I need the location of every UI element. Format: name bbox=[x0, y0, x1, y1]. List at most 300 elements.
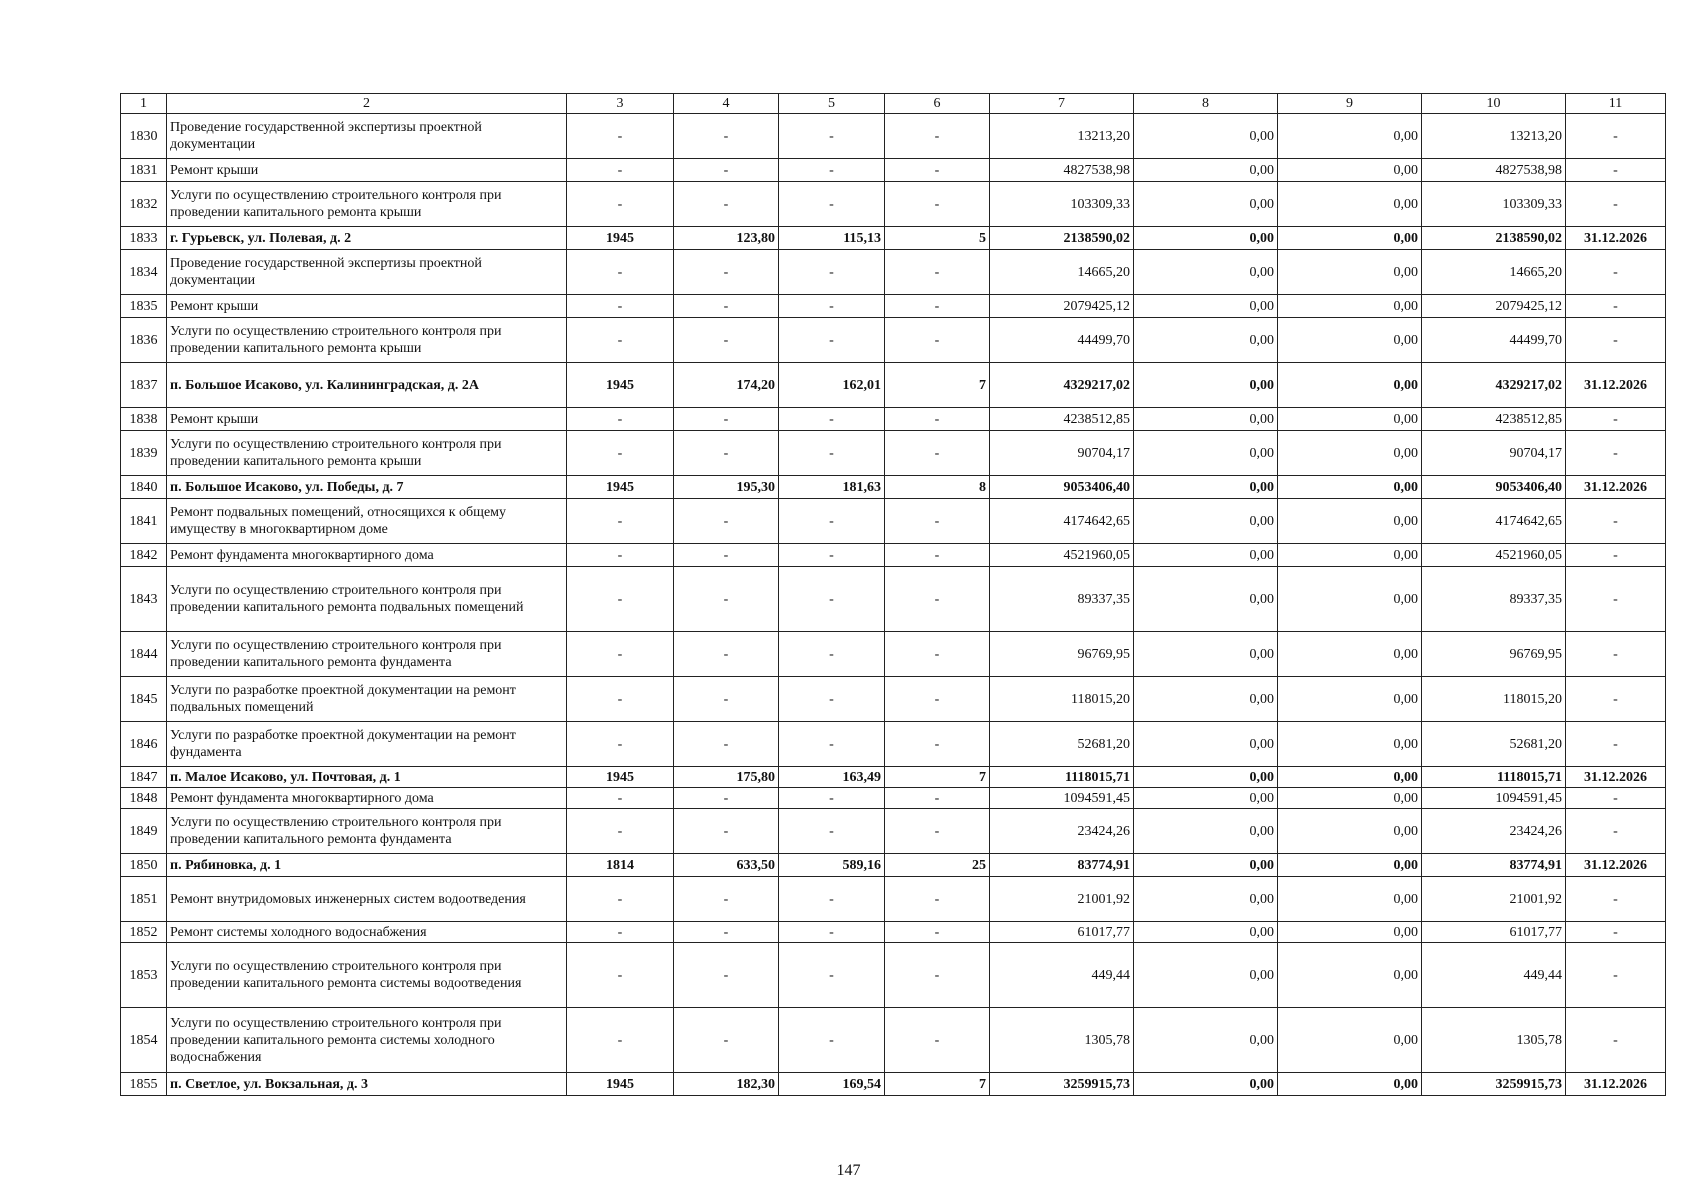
col10-cell: 89337,35 bbox=[1422, 567, 1566, 632]
year-cell: - bbox=[567, 632, 674, 677]
col7-cell: 13213,20 bbox=[990, 114, 1134, 159]
year-cell: - bbox=[567, 114, 674, 159]
work-row bbox=[121, 632, 1666, 677]
work-row bbox=[121, 114, 1666, 159]
col4-cell: - bbox=[674, 159, 779, 182]
deadline-cell: - bbox=[1566, 943, 1666, 1008]
item-name-cell: Услуги по разработке проектной документации на ремонт подвальных помещений bbox=[167, 677, 567, 722]
col8-cell: 0,00 bbox=[1134, 408, 1278, 431]
col10-cell: 449,44 bbox=[1422, 943, 1566, 1008]
deadline-cell: 31.12.2026 bbox=[1566, 363, 1666, 408]
col6-cell: - bbox=[885, 318, 990, 363]
col8-cell: 0,00 bbox=[1134, 227, 1278, 250]
item-name-cell: Услуги по осуществлению строительного контроля при проведении капитального ремонта крыши bbox=[167, 431, 567, 476]
col7-cell: 4827538,98 bbox=[990, 159, 1134, 182]
year-cell: - bbox=[567, 877, 674, 922]
item-name-cell: Услуги по осуществлению строительного контроля при проведении капитального ремонта системы холодного водоснабжения bbox=[167, 1008, 567, 1073]
col7-cell: 83774,91 bbox=[990, 854, 1134, 877]
work-row bbox=[121, 788, 1666, 809]
item-name-cell: п. Светлое, ул. Вокзальная, д. 3 bbox=[167, 1073, 567, 1096]
item-name-cell: Услуги по осуществлению строительного контроля при проведении капитального ремонта фундамента bbox=[167, 632, 567, 677]
col9-cell: 0,00 bbox=[1278, 922, 1422, 943]
col5-cell: - bbox=[779, 722, 885, 767]
row-number-cell: 1836 bbox=[121, 318, 167, 363]
col9-cell: 0,00 bbox=[1278, 788, 1422, 809]
col5-cell: - bbox=[779, 677, 885, 722]
col5-cell: - bbox=[779, 809, 885, 854]
year-cell: - bbox=[567, 809, 674, 854]
address-row bbox=[121, 476, 1666, 499]
col7-cell: 4174642,65 bbox=[990, 499, 1134, 544]
col8-cell: 0,00 bbox=[1134, 318, 1278, 363]
col6-cell: - bbox=[885, 159, 990, 182]
col8-cell: 0,00 bbox=[1134, 114, 1278, 159]
col8-cell: 0,00 bbox=[1134, 159, 1278, 182]
deadline-cell: - bbox=[1566, 722, 1666, 767]
address-row bbox=[121, 1073, 1666, 1096]
col10-cell: 23424,26 bbox=[1422, 809, 1566, 854]
col10-cell: 9053406,40 bbox=[1422, 476, 1566, 499]
header-cell-6: 6 bbox=[885, 94, 990, 114]
col5-cell: - bbox=[779, 632, 885, 677]
col4-cell: - bbox=[674, 877, 779, 922]
col8-cell: 0,00 bbox=[1134, 250, 1278, 295]
col9-cell: 0,00 bbox=[1278, 431, 1422, 476]
col4-cell: - bbox=[674, 1008, 779, 1073]
col5-cell: - bbox=[779, 182, 885, 227]
col8-cell: 0,00 bbox=[1134, 431, 1278, 476]
row-number-cell: 1835 bbox=[121, 295, 167, 318]
work-row bbox=[121, 318, 1666, 363]
year-cell: - bbox=[567, 943, 674, 1008]
year-cell: - bbox=[567, 722, 674, 767]
col4-cell: 123,80 bbox=[674, 227, 779, 250]
col9-cell: 0,00 bbox=[1278, 854, 1422, 877]
col9-cell: 0,00 bbox=[1278, 677, 1422, 722]
item-name-cell: Ремонт системы холодного водоснабжения bbox=[167, 922, 567, 943]
col7-cell: 1305,78 bbox=[990, 1008, 1134, 1073]
col7-cell: 52681,20 bbox=[990, 722, 1134, 767]
row-number-cell: 1833 bbox=[121, 227, 167, 250]
col10-cell: 44499,70 bbox=[1422, 318, 1566, 363]
col8-cell: 0,00 bbox=[1134, 809, 1278, 854]
col6-cell: - bbox=[885, 295, 990, 318]
col9-cell: 0,00 bbox=[1278, 250, 1422, 295]
row-number-cell: 1837 bbox=[121, 363, 167, 408]
row-number-cell: 1830 bbox=[121, 114, 167, 159]
col5-cell: 163,49 bbox=[779, 767, 885, 788]
work-row bbox=[121, 499, 1666, 544]
col9-cell: 0,00 bbox=[1278, 943, 1422, 1008]
col6-cell: - bbox=[885, 722, 990, 767]
col4-cell: - bbox=[674, 408, 779, 431]
col8-cell: 0,00 bbox=[1134, 476, 1278, 499]
col9-cell: 0,00 bbox=[1278, 114, 1422, 159]
item-name-cell: Ремонт подвальных помещений, относящихся к общему имуществу в многоквартирном доме bbox=[167, 499, 567, 544]
col8-cell: 0,00 bbox=[1134, 295, 1278, 318]
col4-cell: 195,30 bbox=[674, 476, 779, 499]
row-number-cell: 1839 bbox=[121, 431, 167, 476]
row-number-cell: 1844 bbox=[121, 632, 167, 677]
row-number-cell: 1852 bbox=[121, 922, 167, 943]
col4-cell: - bbox=[674, 567, 779, 632]
deadline-cell: - bbox=[1566, 632, 1666, 677]
item-name-cell: Проведение государственной экспертизы проектной документации bbox=[167, 114, 567, 159]
row-number-cell: 1846 bbox=[121, 722, 167, 767]
col5-cell: - bbox=[779, 159, 885, 182]
col8-cell: 0,00 bbox=[1134, 1073, 1278, 1096]
year-cell: - bbox=[567, 788, 674, 809]
col5-cell: - bbox=[779, 431, 885, 476]
col9-cell: 0,00 bbox=[1278, 877, 1422, 922]
row-number-cell: 1843 bbox=[121, 567, 167, 632]
col9-cell: 0,00 bbox=[1278, 227, 1422, 250]
col5-cell: 162,01 bbox=[779, 363, 885, 408]
col5-cell: - bbox=[779, 318, 885, 363]
work-row bbox=[121, 567, 1666, 632]
work-row bbox=[121, 809, 1666, 854]
col6-cell: 25 bbox=[885, 854, 990, 877]
col10-cell: 4238512,85 bbox=[1422, 408, 1566, 431]
col5-cell: - bbox=[779, 295, 885, 318]
col4-cell: - bbox=[674, 431, 779, 476]
header-cell-2: 2 bbox=[167, 94, 567, 114]
item-name-cell: Ремонт внутридомовых инженерных систем водоотведения bbox=[167, 877, 567, 922]
col7-cell: 89337,35 bbox=[990, 567, 1134, 632]
col5-cell: - bbox=[779, 943, 885, 1008]
item-name-cell: п. Малое Исаково, ул. Почтовая, д. 1 bbox=[167, 767, 567, 788]
col10-cell: 13213,20 bbox=[1422, 114, 1566, 159]
col9-cell: 0,00 bbox=[1278, 1073, 1422, 1096]
header-cell-4: 4 bbox=[674, 94, 779, 114]
col4-cell: - bbox=[674, 677, 779, 722]
deadline-cell: - bbox=[1566, 159, 1666, 182]
header-row bbox=[121, 94, 1666, 114]
address-row bbox=[121, 227, 1666, 250]
col9-cell: 0,00 bbox=[1278, 567, 1422, 632]
col10-cell: 3259915,73 bbox=[1422, 1073, 1566, 1096]
year-cell: - bbox=[567, 677, 674, 722]
col7-cell: 90704,17 bbox=[990, 431, 1134, 476]
col4-cell: - bbox=[674, 114, 779, 159]
year-cell: 1945 bbox=[567, 363, 674, 408]
work-row bbox=[121, 431, 1666, 476]
deadline-cell: - bbox=[1566, 877, 1666, 922]
header-cell-10: 10 bbox=[1422, 94, 1566, 114]
deadline-cell: - bbox=[1566, 567, 1666, 632]
header-cell-11: 11 bbox=[1566, 94, 1666, 114]
deadline-cell: - bbox=[1566, 499, 1666, 544]
col9-cell: 0,00 bbox=[1278, 363, 1422, 408]
col5-cell: - bbox=[779, 922, 885, 943]
col5-cell: 115,13 bbox=[779, 227, 885, 250]
item-name-cell: Услуги по осуществлению строительного контроля при проведении капитального ремонта подвальных помещений bbox=[167, 567, 567, 632]
year-cell: 1945 bbox=[567, 767, 674, 788]
item-name-cell: Услуги по осуществлению строительного контроля при проведении капитального ремонта крыши bbox=[167, 182, 567, 227]
col7-cell: 1094591,45 bbox=[990, 788, 1134, 809]
row-number-cell: 1838 bbox=[121, 408, 167, 431]
col6-cell: - bbox=[885, 544, 990, 567]
col5-cell: 181,63 bbox=[779, 476, 885, 499]
work-row bbox=[121, 182, 1666, 227]
deadline-cell: 31.12.2026 bbox=[1566, 767, 1666, 788]
address-row bbox=[121, 767, 1666, 788]
work-row bbox=[121, 159, 1666, 182]
col7-cell: 3259915,73 bbox=[990, 1073, 1134, 1096]
work-row bbox=[121, 544, 1666, 567]
year-cell: - bbox=[567, 159, 674, 182]
col6-cell: - bbox=[885, 877, 990, 922]
col10-cell: 61017,77 bbox=[1422, 922, 1566, 943]
col9-cell: 0,00 bbox=[1278, 295, 1422, 318]
col10-cell: 4329217,02 bbox=[1422, 363, 1566, 408]
item-name-cell: Ремонт фундамента многоквартирного дома bbox=[167, 544, 567, 567]
work-row bbox=[121, 943, 1666, 1008]
col4-cell: 182,30 bbox=[674, 1073, 779, 1096]
col7-cell: 449,44 bbox=[990, 943, 1134, 1008]
col5-cell: - bbox=[779, 499, 885, 544]
year-cell: - bbox=[567, 295, 674, 318]
page-number: 147 bbox=[836, 1162, 861, 1179]
row-number-cell: 1850 bbox=[121, 854, 167, 877]
col6-cell: - bbox=[885, 632, 990, 677]
col10-cell: 4827538,98 bbox=[1422, 159, 1566, 182]
deadline-cell: - bbox=[1566, 182, 1666, 227]
col7-cell: 61017,77 bbox=[990, 922, 1134, 943]
work-row bbox=[121, 295, 1666, 318]
col10-cell: 83774,91 bbox=[1422, 854, 1566, 877]
col7-cell: 44499,70 bbox=[990, 318, 1134, 363]
col8-cell: 0,00 bbox=[1134, 722, 1278, 767]
item-name-cell: Ремонт крыши bbox=[167, 159, 567, 182]
year-cell: - bbox=[567, 182, 674, 227]
item-name-cell: Проведение государственной экспертизы проектной документации bbox=[167, 250, 567, 295]
deadline-cell: - bbox=[1566, 544, 1666, 567]
col10-cell: 1094591,45 bbox=[1422, 788, 1566, 809]
col10-cell: 4174642,65 bbox=[1422, 499, 1566, 544]
item-name-cell: Ремонт крыши bbox=[167, 295, 567, 318]
col4-cell: 175,80 bbox=[674, 767, 779, 788]
year-cell: - bbox=[567, 567, 674, 632]
col8-cell: 0,00 bbox=[1134, 877, 1278, 922]
col4-cell: - bbox=[674, 182, 779, 227]
col8-cell: 0,00 bbox=[1134, 767, 1278, 788]
col4-cell: - bbox=[674, 722, 779, 767]
row-number-cell: 1842 bbox=[121, 544, 167, 567]
work-row bbox=[121, 722, 1666, 767]
col6-cell: - bbox=[885, 182, 990, 227]
col6-cell: - bbox=[885, 677, 990, 722]
col7-cell: 14665,20 bbox=[990, 250, 1134, 295]
col7-cell: 96769,95 bbox=[990, 632, 1134, 677]
address-row bbox=[121, 854, 1666, 877]
header-cell-9: 9 bbox=[1278, 94, 1422, 114]
year-cell: - bbox=[567, 431, 674, 476]
col10-cell: 21001,92 bbox=[1422, 877, 1566, 922]
col7-cell: 4329217,02 bbox=[990, 363, 1134, 408]
col9-cell: 0,00 bbox=[1278, 767, 1422, 788]
col7-cell: 4521960,05 bbox=[990, 544, 1134, 567]
col8-cell: 0,00 bbox=[1134, 854, 1278, 877]
col10-cell: 90704,17 bbox=[1422, 431, 1566, 476]
col8-cell: 0,00 bbox=[1134, 677, 1278, 722]
col8-cell: 0,00 bbox=[1134, 182, 1278, 227]
col6-cell: - bbox=[885, 408, 990, 431]
col5-cell: - bbox=[779, 114, 885, 159]
col10-cell: 96769,95 bbox=[1422, 632, 1566, 677]
col8-cell: 0,00 bbox=[1134, 943, 1278, 1008]
col6-cell: - bbox=[885, 922, 990, 943]
year-cell: - bbox=[567, 250, 674, 295]
col6-cell: - bbox=[885, 250, 990, 295]
item-name-cell: Ремонт крыши bbox=[167, 408, 567, 431]
col6-cell: 8 bbox=[885, 476, 990, 499]
row-number-cell: 1841 bbox=[121, 499, 167, 544]
col6-cell: - bbox=[885, 431, 990, 476]
deadline-cell: - bbox=[1566, 922, 1666, 943]
col9-cell: 0,00 bbox=[1278, 722, 1422, 767]
year-cell: 1945 bbox=[567, 476, 674, 499]
capital-repair-table bbox=[120, 93, 1666, 1096]
item-name-cell: г. Гурьевск, ул. Полевая, д. 2 bbox=[167, 227, 567, 250]
item-name-cell: Услуги по осуществлению строительного контроля при проведении капитального ремонта системы водоотведения bbox=[167, 943, 567, 1008]
deadline-cell: - bbox=[1566, 318, 1666, 363]
row-number-cell: 1845 bbox=[121, 677, 167, 722]
work-row bbox=[121, 877, 1666, 922]
col9-cell: 0,00 bbox=[1278, 544, 1422, 567]
col7-cell: 2079425,12 bbox=[990, 295, 1134, 318]
col5-cell: - bbox=[779, 544, 885, 567]
col9-cell: 0,00 bbox=[1278, 159, 1422, 182]
col9-cell: 0,00 bbox=[1278, 632, 1422, 677]
col5-cell: 589,16 bbox=[779, 854, 885, 877]
col9-cell: 0,00 bbox=[1278, 476, 1422, 499]
year-cell: - bbox=[567, 318, 674, 363]
col6-cell: 7 bbox=[885, 767, 990, 788]
row-number-cell: 1855 bbox=[121, 1073, 167, 1096]
col7-cell: 118015,20 bbox=[990, 677, 1134, 722]
work-row bbox=[121, 408, 1666, 431]
year-cell: - bbox=[567, 1008, 674, 1073]
col5-cell: - bbox=[779, 408, 885, 431]
deadline-cell: - bbox=[1566, 114, 1666, 159]
item-name-cell: Услуги по разработке проектной документации на ремонт фундамента bbox=[167, 722, 567, 767]
col10-cell: 118015,20 bbox=[1422, 677, 1566, 722]
deadline-cell: - bbox=[1566, 408, 1666, 431]
col8-cell: 0,00 bbox=[1134, 788, 1278, 809]
year-cell: - bbox=[567, 544, 674, 567]
col4-cell: - bbox=[674, 318, 779, 363]
item-name-cell: п. Рябиновка, д. 1 bbox=[167, 854, 567, 877]
header-cell-5: 5 bbox=[779, 94, 885, 114]
col7-cell: 21001,92 bbox=[990, 877, 1134, 922]
col5-cell: - bbox=[779, 788, 885, 809]
row-number-cell: 1854 bbox=[121, 1008, 167, 1073]
col6-cell: 7 bbox=[885, 1073, 990, 1096]
year-cell: - bbox=[567, 922, 674, 943]
year-cell: - bbox=[567, 499, 674, 544]
row-number-cell: 1831 bbox=[121, 159, 167, 182]
row-number-cell: 1848 bbox=[121, 788, 167, 809]
col10-cell: 14665,20 bbox=[1422, 250, 1566, 295]
deadline-cell: 31.12.2026 bbox=[1566, 1073, 1666, 1096]
col10-cell: 1305,78 bbox=[1422, 1008, 1566, 1073]
year-cell: 1945 bbox=[567, 227, 674, 250]
col4-cell: - bbox=[674, 499, 779, 544]
col6-cell: 7 bbox=[885, 363, 990, 408]
row-number-cell: 1849 bbox=[121, 809, 167, 854]
deadline-cell: 31.12.2026 bbox=[1566, 227, 1666, 250]
col7-cell: 1118015,71 bbox=[990, 767, 1134, 788]
col5-cell: 169,54 bbox=[779, 1073, 885, 1096]
col8-cell: 0,00 bbox=[1134, 363, 1278, 408]
col6-cell: - bbox=[885, 499, 990, 544]
col9-cell: 0,00 bbox=[1278, 318, 1422, 363]
col10-cell: 103309,33 bbox=[1422, 182, 1566, 227]
row-number-cell: 1847 bbox=[121, 767, 167, 788]
row-number-cell: 1832 bbox=[121, 182, 167, 227]
item-name-cell: п. Большое Исаково, ул. Калининградская, д. 2А bbox=[167, 363, 567, 408]
col5-cell: - bbox=[779, 567, 885, 632]
col7-cell: 2138590,02 bbox=[990, 227, 1134, 250]
col7-cell: 4238512,85 bbox=[990, 408, 1134, 431]
col9-cell: 0,00 bbox=[1278, 809, 1422, 854]
col10-cell: 2138590,02 bbox=[1422, 227, 1566, 250]
work-row bbox=[121, 922, 1666, 943]
col6-cell: - bbox=[885, 1008, 990, 1073]
row-number-cell: 1834 bbox=[121, 250, 167, 295]
year-cell: 1814 bbox=[567, 854, 674, 877]
work-row bbox=[121, 677, 1666, 722]
header-cell-8: 8 bbox=[1134, 94, 1278, 114]
row-number-cell: 1853 bbox=[121, 943, 167, 1008]
col4-cell: 174,20 bbox=[674, 363, 779, 408]
col5-cell: - bbox=[779, 250, 885, 295]
col6-cell: - bbox=[885, 788, 990, 809]
col10-cell: 1118015,71 bbox=[1422, 767, 1566, 788]
col9-cell: 0,00 bbox=[1278, 182, 1422, 227]
col4-cell: - bbox=[674, 250, 779, 295]
col4-cell: - bbox=[674, 632, 779, 677]
col5-cell: - bbox=[779, 1008, 885, 1073]
header-cell-7: 7 bbox=[990, 94, 1134, 114]
item-name-cell: Услуги по осуществлению строительного контроля при проведении капитального ремонта крыши bbox=[167, 318, 567, 363]
col7-cell: 23424,26 bbox=[990, 809, 1134, 854]
col6-cell: - bbox=[885, 943, 990, 1008]
col8-cell: 0,00 bbox=[1134, 632, 1278, 677]
col4-cell: - bbox=[674, 922, 779, 943]
col4-cell: - bbox=[674, 788, 779, 809]
deadline-cell: - bbox=[1566, 295, 1666, 318]
col9-cell: 0,00 bbox=[1278, 499, 1422, 544]
row-number-cell: 1840 bbox=[121, 476, 167, 499]
col5-cell: - bbox=[779, 877, 885, 922]
col8-cell: 0,00 bbox=[1134, 499, 1278, 544]
col8-cell: 0,00 bbox=[1134, 567, 1278, 632]
deadline-cell: 31.12.2026 bbox=[1566, 476, 1666, 499]
work-row bbox=[121, 250, 1666, 295]
col10-cell: 4521960,05 bbox=[1422, 544, 1566, 567]
col4-cell: - bbox=[674, 943, 779, 1008]
col8-cell: 0,00 bbox=[1134, 922, 1278, 943]
deadline-cell: - bbox=[1566, 677, 1666, 722]
col6-cell: - bbox=[885, 809, 990, 854]
deadline-cell: 31.12.2026 bbox=[1566, 854, 1666, 877]
item-name-cell: Услуги по осуществлению строительного контроля при проведении капитального ремонта фундамента bbox=[167, 809, 567, 854]
col8-cell: 0,00 bbox=[1134, 1008, 1278, 1073]
deadline-cell: - bbox=[1566, 1008, 1666, 1073]
col7-cell: 103309,33 bbox=[990, 182, 1134, 227]
